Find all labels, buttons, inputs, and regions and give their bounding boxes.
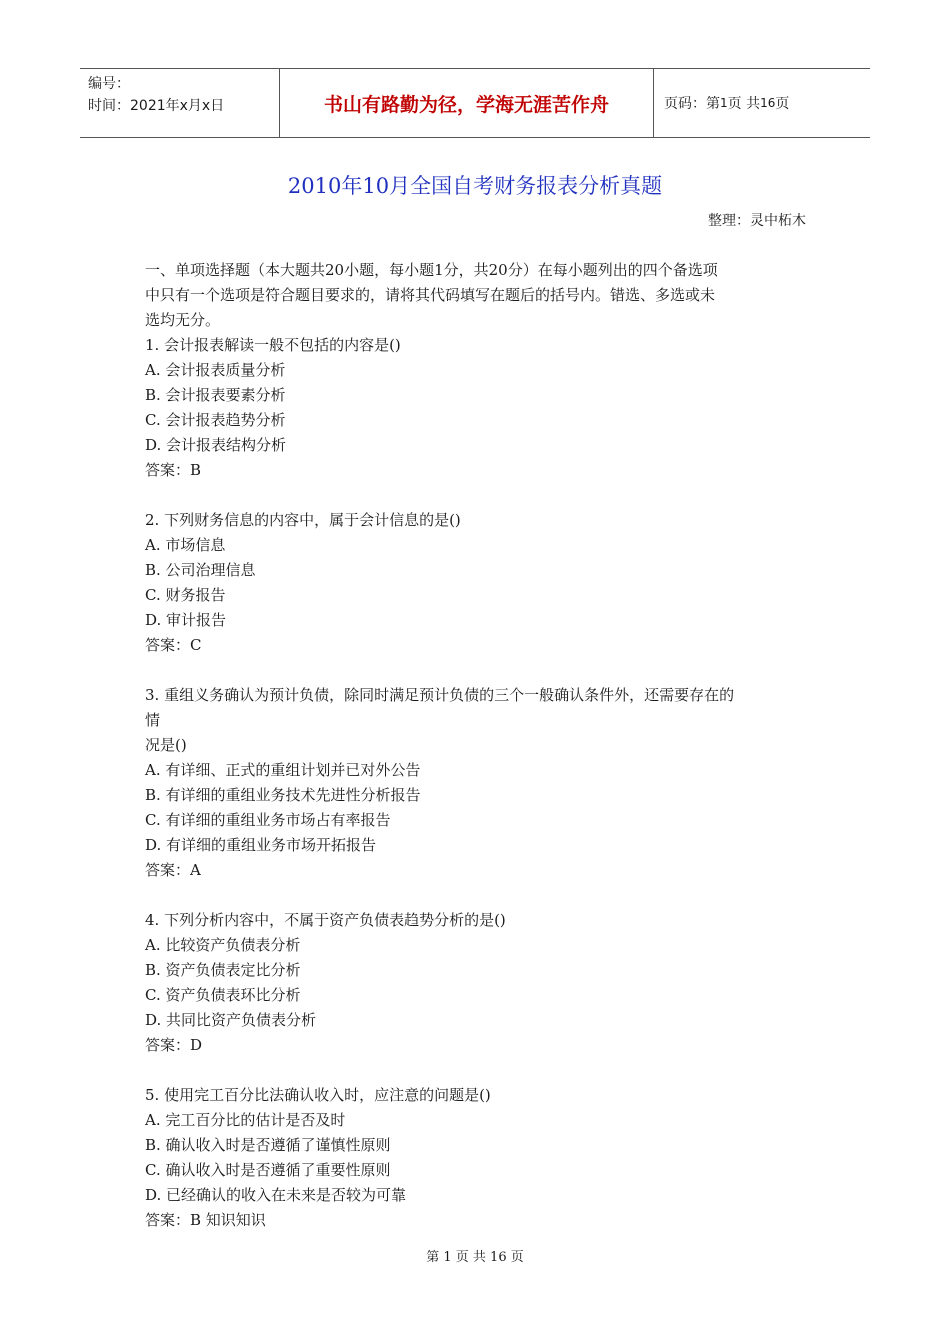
time-label: 时间：2021年x月x日: [88, 98, 225, 114]
document-body: [145, 258, 810, 1233]
question-answer: 答案：B 知识知识: [145, 1211, 266, 1229]
number-label: 编号：: [88, 76, 130, 92]
page-total: 16: [760, 96, 776, 110]
question-option: D. 有详细的重组业务市场开拓报告: [145, 836, 377, 854]
question-stem: 3. 重组义务确认为预计负债，除同时满足预计负债的三个一般确认条件外，还需要存在的: [145, 686, 735, 704]
page-suffix: 页: [775, 96, 790, 112]
question-option: B. 公司治理信息: [145, 561, 256, 579]
question-option: C. 资产负债表环比分析: [145, 986, 301, 1004]
question-option: D. 审计报告: [145, 611, 227, 629]
header-meta: [80, 69, 280, 137]
question-stem: 4. 下列分析内容中，不属于资产负债表趋势分析的是(): [145, 911, 506, 929]
page-indicator: [654, 69, 870, 137]
question-option: B. 确认收入时是否遵循了谨慎性原则: [145, 1136, 391, 1154]
question-option: B. 有详细的重组业务技术先进性分析报告: [145, 786, 421, 804]
question-option: C. 有详细的重组业务市场占有率报告: [145, 811, 391, 829]
page-mid: 页 共: [727, 96, 761, 112]
header-table: [80, 68, 870, 138]
question-option: C. 会计报表趋势分析: [145, 411, 286, 429]
question-block: [145, 1083, 810, 1233]
motto: 书山有路勤为径，学海无涯苦作舟: [280, 69, 654, 137]
compiler-credit: 整理：灵中柘木: [708, 213, 806, 229]
spacer: [145, 1058, 810, 1083]
question-stem: 2. 下列财务信息的内容中，属于会计信息的是(): [145, 511, 461, 529]
spacer: [145, 658, 810, 683]
question-option: A. 比较资产负债表分析: [145, 936, 301, 954]
question-option: B. 会计报表要素分析: [145, 386, 286, 404]
question-stem: 况是(): [145, 736, 187, 754]
document-title: 2010年10月全国自考财务报表分析真题: [287, 174, 663, 198]
page-footer: 第 1 页 共 16 页: [426, 1250, 524, 1265]
question-stem: 5. 使用完工百分比法确认收入时，应注意的问题是(): [145, 1086, 491, 1104]
section-intro-line: 中只有一个选项是符合题目要求的，请将其代码填写在题后的括号内。错选、多选或未: [145, 286, 716, 304]
question-option: C. 财务报告: [145, 586, 226, 604]
question-option: A. 会计报表质量分析: [145, 361, 286, 379]
question-option: D. 已经确认的收入在未来是否较为可靠: [145, 1186, 407, 1204]
question-answer: 答案：D: [145, 1036, 203, 1054]
question-answer: 答案：B: [145, 461, 202, 479]
question-answer: 答案：A: [145, 861, 201, 879]
question-option: D. 共同比资产负债表分析: [145, 1011, 317, 1029]
question-option: A. 市场信息: [145, 536, 226, 554]
question-stem: 1. 会计报表解读一般不包括的内容是(): [145, 336, 401, 354]
question-answer: 答案：C: [145, 636, 202, 654]
question-option: C. 确认收入时是否遵循了重要性原则: [145, 1161, 391, 1179]
spacer: [145, 883, 810, 908]
page-current: 1: [720, 96, 728, 110]
question-list: [145, 333, 810, 1233]
section-intro-line: 一、单项选择题（本大题共20小题，每小题1分，共20分）在每小题列出的四个备选项: [145, 261, 718, 279]
spacer: [145, 483, 810, 508]
question-block: [145, 508, 810, 658]
question-option: A. 完工百分比的估计是否及时: [145, 1111, 346, 1129]
question-option: D. 会计报表结构分析: [145, 436, 287, 454]
question-block: [145, 683, 810, 883]
question-block: [145, 333, 810, 483]
question-stem: 情: [145, 711, 161, 729]
question-block: [145, 908, 810, 1058]
page-prefix: 页码：第: [664, 96, 720, 112]
question-option: A. 有详细、正式的重组计划并已对外公告: [145, 761, 421, 779]
section-intro-line: 选均无分。: [145, 311, 221, 329]
question-option: B. 资产负债表定比分析: [145, 961, 301, 979]
